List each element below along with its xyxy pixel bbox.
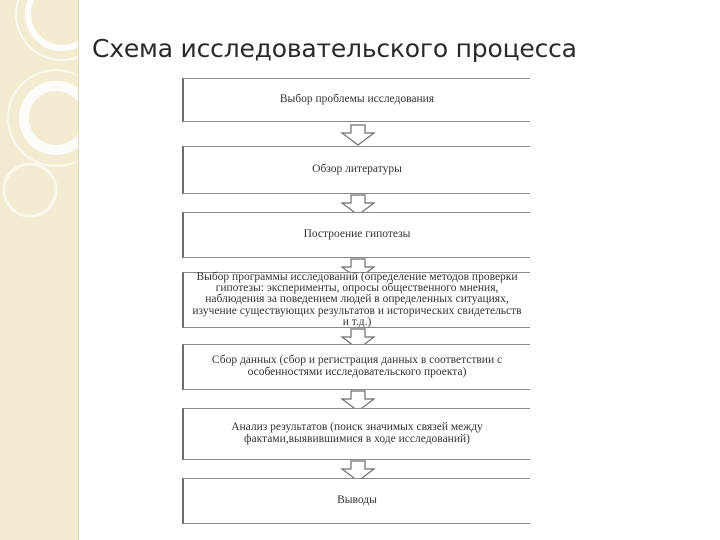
flow-step-results-analysis — [182, 408, 530, 460]
slide-title: Схема исследовательского процесса — [92, 34, 577, 63]
decorative-side-panel — [0, 0, 79, 540]
flow-step-label: Выбор проблемы исследования — [279, 93, 435, 106]
flow-step-label: Обзор литературы — [312, 163, 402, 176]
flow-step-label: Построение гипотезы — [303, 228, 411, 241]
decorative-rings-icon — [0, 0, 78, 540]
flow-step-problem-choice — [182, 78, 530, 122]
flow-step-label: Анализ результатов (поиск значимых связей между фактами,выявившимися в ходе исследований) — [231, 421, 483, 445]
flowchart — [182, 78, 532, 526]
flow-step-conclusions — [182, 478, 530, 524]
flow-step-research-program — [182, 272, 530, 328]
down-arrow-icon — [340, 124, 376, 146]
flow-step-literature-review — [182, 146, 530, 194]
flow-step-label: Выбор программы исследований (определение методов проверки гипотезы: эксперименты, опросы общественного мнения, наблюдения за поведением людей в определенных ситуациях, изучение существующих результатов и исторических свидетельств и т.д.) — [192, 270, 522, 328]
flow-step-hypothesis — [182, 212, 530, 258]
flow-step-data-collection — [182, 344, 530, 390]
flow-step-label: Выводы — [337, 494, 377, 507]
flow-step-label: Сбор данных (сбор и регистрация данных в соответствии с особенностями исследовательского проекта) — [211, 354, 503, 378]
